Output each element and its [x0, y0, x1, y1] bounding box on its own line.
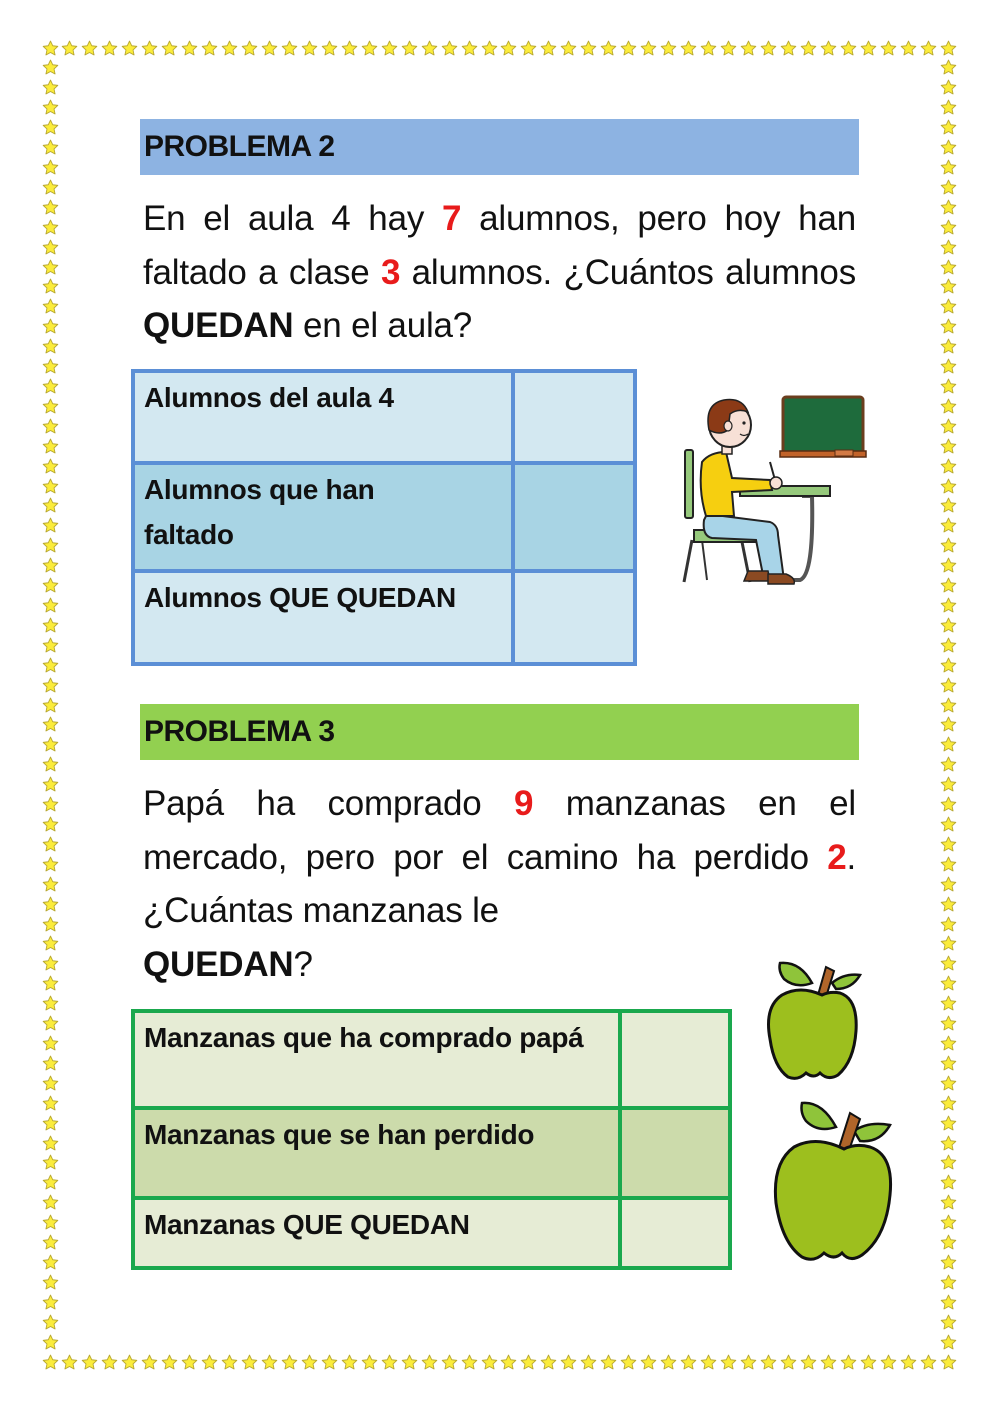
star-icon	[241, 40, 258, 57]
star-icon	[740, 40, 757, 57]
star-icon	[42, 876, 59, 893]
star-icon	[940, 159, 957, 176]
star-icon	[940, 179, 957, 196]
star-icon	[42, 776, 59, 793]
star-icon	[221, 40, 238, 57]
star-icon	[42, 697, 59, 714]
star-icon	[860, 40, 877, 57]
star-icon	[381, 1354, 398, 1371]
star-icon	[940, 677, 957, 694]
star-icon	[940, 378, 957, 395]
row-label-text: Manzanas que ha comprado papá	[144, 1022, 584, 1053]
star-icon	[42, 378, 59, 395]
statement-text: . ¿Cuántas manzanas le	[143, 837, 856, 930]
star-icon	[820, 1354, 837, 1371]
star-icon	[42, 796, 59, 813]
star-icon	[42, 1035, 59, 1052]
star-icon	[940, 219, 957, 236]
star-icon	[940, 1035, 957, 1052]
star-icon	[42, 298, 59, 315]
star-icon	[42, 1254, 59, 1271]
star-icon	[940, 239, 957, 256]
star-icon	[840, 40, 857, 57]
star-icon	[42, 219, 59, 236]
star-icon	[660, 1354, 677, 1371]
star-icon	[42, 756, 59, 773]
green-apples-icon	[760, 955, 900, 1270]
star-icon	[42, 1115, 59, 1132]
star-icon	[560, 1354, 577, 1371]
star-icon	[940, 975, 957, 992]
star-icon	[840, 1354, 857, 1371]
star-icon	[42, 1354, 59, 1371]
problem-3-title: PROBLEMA 3	[144, 715, 335, 748]
star-icon	[940, 338, 957, 355]
star-icon	[42, 497, 59, 514]
row-label: Alumnos del aula 4	[133, 371, 513, 463]
problem-3-statement	[143, 777, 856, 991]
star-icon	[760, 40, 777, 57]
star-icon	[421, 1354, 438, 1371]
star-icon	[940, 697, 957, 714]
star-icon	[361, 1354, 378, 1371]
statement-text: En el aula 4 hay	[143, 199, 442, 238]
star-icon	[720, 1354, 737, 1371]
star-icon	[640, 1354, 657, 1371]
star-icon	[940, 99, 957, 116]
star-icon	[42, 458, 59, 475]
star-icon	[660, 40, 677, 57]
star-icon	[940, 856, 957, 873]
star-icon	[42, 40, 59, 57]
star-icon	[940, 418, 957, 435]
answer-cell[interactable]	[513, 571, 635, 664]
star-icon	[101, 1354, 118, 1371]
star-icon	[940, 1234, 957, 1251]
star-icon	[42, 657, 59, 674]
star-icon	[42, 856, 59, 873]
star-icon	[940, 1354, 957, 1371]
star-icon	[820, 40, 837, 57]
keyword-quedan: QUEDAN	[143, 944, 294, 984]
star-icon	[221, 1354, 238, 1371]
star-icon	[42, 537, 59, 554]
star-icon	[940, 1135, 957, 1152]
star-icon	[940, 1194, 957, 1211]
star-icon	[940, 199, 957, 216]
star-icon	[61, 40, 78, 57]
star-icon	[800, 40, 817, 57]
star-icon	[42, 716, 59, 733]
row-label: Manzanas que se han perdido	[133, 1108, 620, 1198]
star-icon	[101, 40, 118, 57]
star-icon	[940, 1174, 957, 1191]
highlighted-number: 9	[514, 784, 534, 823]
table-row	[133, 463, 635, 571]
star-icon	[940, 876, 957, 893]
star-icon	[42, 1075, 59, 1092]
star-icon	[141, 1354, 158, 1371]
star-icon	[600, 40, 617, 57]
star-icon	[940, 1254, 957, 1271]
star-icon	[461, 40, 478, 57]
keyword-quedan: QUEDAN	[143, 306, 294, 345]
star-icon	[940, 59, 957, 76]
star-icon	[261, 40, 278, 57]
star-icon	[42, 617, 59, 634]
star-icon	[900, 40, 917, 57]
star-icon	[42, 179, 59, 196]
star-icon	[42, 239, 59, 256]
star-icon	[42, 677, 59, 694]
star-icon	[680, 1354, 697, 1371]
star-icon	[940, 119, 957, 136]
star-icon	[461, 1354, 478, 1371]
star-icon	[361, 40, 378, 57]
star-icon	[181, 1354, 198, 1371]
star-icon	[540, 1354, 557, 1371]
star-icon	[42, 478, 59, 495]
star-icon	[42, 577, 59, 594]
star-icon	[940, 617, 957, 634]
statement-text: Papá ha comprado	[143, 784, 514, 823]
table-row	[133, 1198, 730, 1268]
star-icon	[940, 776, 957, 793]
star-icon	[940, 577, 957, 594]
answer-cell[interactable]	[620, 1011, 730, 1108]
star-icon	[81, 40, 98, 57]
star-icon	[481, 40, 498, 57]
star-icon	[760, 1354, 777, 1371]
table-row	[133, 1108, 730, 1198]
star-icon	[201, 40, 218, 57]
statement-text: en el aula?	[293, 306, 473, 345]
star-icon	[42, 1234, 59, 1251]
highlighted-number: 3	[380, 252, 401, 292]
row-label	[133, 463, 513, 571]
star-icon	[441, 40, 458, 57]
star-icon	[42, 338, 59, 355]
star-icon	[42, 637, 59, 654]
star-icon	[940, 756, 957, 773]
star-icon	[81, 1354, 98, 1371]
star-icon	[940, 1334, 957, 1351]
star-icon	[61, 1354, 78, 1371]
star-icon	[560, 40, 577, 57]
star-icon	[341, 40, 358, 57]
star-icon	[640, 40, 657, 57]
star-icon	[940, 438, 957, 455]
star-icon	[940, 836, 957, 853]
star-icon	[780, 1354, 797, 1371]
star-icon	[780, 40, 797, 57]
star-icon	[940, 1115, 957, 1132]
star-icon	[940, 318, 957, 335]
star-icon	[441, 1354, 458, 1371]
star-icon	[42, 1194, 59, 1211]
star-icon	[42, 736, 59, 753]
star-icon	[600, 1354, 617, 1371]
star-icon	[401, 40, 418, 57]
star-icon	[920, 40, 937, 57]
star-icon	[940, 657, 957, 674]
star-icon	[42, 935, 59, 952]
star-icon	[940, 298, 957, 315]
statement-text: ?	[293, 944, 313, 984]
star-icon	[42, 119, 59, 136]
star-icon	[940, 995, 957, 1012]
star-icon	[42, 278, 59, 295]
star-icon	[121, 1354, 138, 1371]
star-icon	[940, 716, 957, 733]
star-icon	[520, 1354, 537, 1371]
star-icon	[381, 40, 398, 57]
star-icon	[580, 40, 597, 57]
problem-3-header	[140, 704, 859, 760]
star-icon	[281, 1354, 298, 1371]
problem-2-statement	[143, 192, 856, 353]
star-icon	[321, 40, 338, 57]
star-icon	[42, 318, 59, 335]
star-icon	[940, 398, 957, 415]
apple-small-icon	[769, 963, 861, 1079]
star-icon	[940, 1015, 957, 1032]
star-icon	[940, 1314, 957, 1331]
star-icon	[800, 1354, 817, 1371]
answer-cell[interactable]	[513, 463, 635, 571]
star-icon	[42, 1174, 59, 1191]
star-icon	[141, 40, 158, 57]
star-icon	[680, 40, 697, 57]
star-icon	[740, 1354, 757, 1371]
highlighted-number: 7	[442, 199, 462, 238]
star-icon	[940, 1294, 957, 1311]
star-icon	[940, 736, 957, 753]
star-icon	[940, 896, 957, 913]
star-icon	[42, 1095, 59, 1112]
star-icon	[940, 955, 957, 972]
star-icon	[301, 1354, 318, 1371]
star-icon	[940, 478, 957, 495]
star-icon	[520, 40, 537, 57]
star-icon	[940, 497, 957, 514]
star-icon	[860, 1354, 877, 1371]
star-icon	[900, 1354, 917, 1371]
star-icon	[500, 1354, 517, 1371]
row-label-text: Alumnos que han faltado	[144, 474, 375, 550]
problem-2-title: PROBLEMA 2	[144, 130, 335, 163]
star-icon	[42, 79, 59, 96]
row-label: Manzanas QUE QUEDAN	[133, 1198, 620, 1268]
star-icon	[620, 1354, 637, 1371]
problem-2-table	[131, 369, 637, 666]
star-icon	[940, 916, 957, 933]
star-icon	[341, 1354, 358, 1371]
star-icon	[940, 517, 957, 534]
star-icon	[500, 40, 517, 57]
table-row	[133, 571, 635, 664]
star-icon	[580, 1354, 597, 1371]
star-icon	[880, 40, 897, 57]
star-icon	[940, 1154, 957, 1171]
table-row	[133, 371, 635, 463]
star-icon	[42, 438, 59, 455]
star-icon	[281, 40, 298, 57]
star-icon	[42, 517, 59, 534]
star-icon	[42, 1274, 59, 1291]
star-icon	[940, 1095, 957, 1112]
star-icon	[940, 139, 957, 156]
row-label: Alumnos QUE QUEDAN	[133, 571, 513, 664]
star-icon	[42, 816, 59, 833]
row-label	[133, 1011, 620, 1108]
apple-large-icon	[775, 1103, 890, 1259]
star-icon	[42, 1135, 59, 1152]
star-icon	[940, 278, 957, 295]
star-icon	[261, 1354, 278, 1371]
star-icon	[940, 537, 957, 554]
star-icon	[42, 836, 59, 853]
star-icon	[42, 1334, 59, 1351]
answer-cell[interactable]	[513, 371, 635, 463]
star-icon	[121, 40, 138, 57]
star-icon	[42, 159, 59, 176]
student-at-desk-icon	[672, 390, 872, 590]
star-icon	[42, 99, 59, 116]
star-icon	[42, 358, 59, 375]
star-icon	[540, 40, 557, 57]
star-icon	[42, 259, 59, 276]
star-icon	[940, 597, 957, 614]
star-icon	[940, 1214, 957, 1231]
star-icon	[940, 259, 957, 276]
star-icon	[940, 79, 957, 96]
star-icon	[42, 995, 59, 1012]
star-icon	[880, 1354, 897, 1371]
answer-cell[interactable]	[620, 1108, 730, 1198]
star-icon	[700, 40, 717, 57]
star-icon	[42, 1214, 59, 1231]
star-icon	[401, 1354, 418, 1371]
star-icon	[940, 637, 957, 654]
statement-text: alumnos. ¿Cuántos alumnos	[400, 252, 856, 292]
star-icon	[620, 40, 637, 57]
star-icon	[181, 40, 198, 57]
star-icon	[42, 1314, 59, 1331]
star-icon	[42, 1294, 59, 1311]
star-icon	[42, 975, 59, 992]
star-icon	[161, 40, 178, 57]
star-icon	[42, 1154, 59, 1171]
star-icon	[940, 1075, 957, 1092]
problem-2-header	[140, 119, 859, 175]
star-icon	[42, 557, 59, 574]
star-icon	[42, 896, 59, 913]
star-icon	[421, 40, 438, 57]
star-icon	[940, 1274, 957, 1291]
star-icon	[42, 916, 59, 933]
star-icon	[42, 398, 59, 415]
star-icon	[42, 597, 59, 614]
star-icon	[920, 1354, 937, 1371]
star-icon	[42, 139, 59, 156]
statement-text: manzanas en el mercado, pero por el camino ha perdido	[143, 784, 856, 877]
highlighted-number: 2	[827, 837, 847, 877]
star-icon	[720, 40, 737, 57]
star-icon	[940, 358, 957, 375]
star-icon	[301, 40, 318, 57]
star-icon	[42, 199, 59, 216]
star-icon	[481, 1354, 498, 1371]
star-icon	[940, 935, 957, 952]
star-icon	[940, 796, 957, 813]
star-icon	[42, 59, 59, 76]
star-icon	[42, 955, 59, 972]
star-icon	[201, 1354, 218, 1371]
star-icon	[940, 1055, 957, 1072]
star-icon	[940, 816, 957, 833]
star-icon	[940, 40, 957, 57]
star-icon	[42, 1055, 59, 1072]
answer-cell[interactable]	[620, 1198, 730, 1268]
star-icon	[42, 418, 59, 435]
star-icon	[161, 1354, 178, 1371]
star-icon	[700, 1354, 717, 1371]
star-icon	[940, 557, 957, 574]
star-icon	[321, 1354, 338, 1371]
statement-text: alumnos, pero hoy han faltado a clase	[143, 199, 856, 292]
star-icon	[241, 1354, 258, 1371]
star-icon	[940, 458, 957, 475]
table-row	[133, 1011, 730, 1108]
star-icon	[42, 1015, 59, 1032]
problem-3-table	[131, 1009, 732, 1270]
